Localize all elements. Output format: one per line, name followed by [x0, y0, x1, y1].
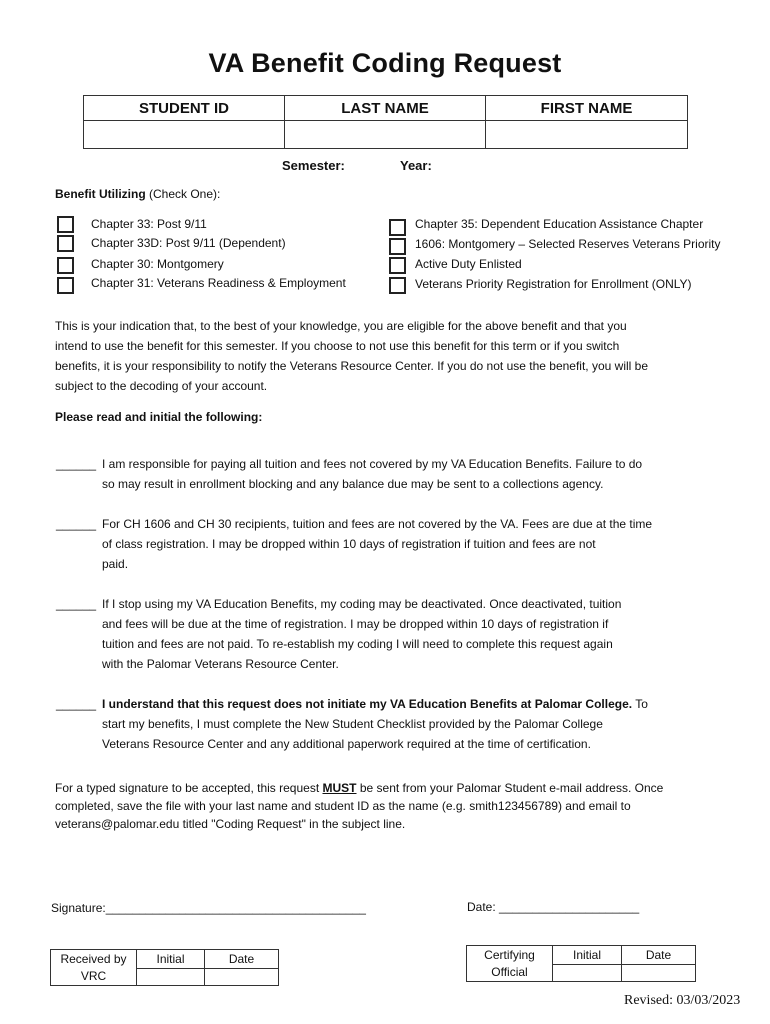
typed-signature-paragraph: [55, 779, 663, 833]
received-line: Received by: [60, 951, 127, 966]
indication-line: benefits, it is your responsibility to notify the Veterans Resource Center. If you do not use the benefit, you will be: [55, 359, 648, 373]
last-name-header: LAST NAME: [285, 96, 486, 121]
initial-blank-3[interactable]: ______: [56, 597, 97, 611]
active-duty-label: Active Duty Enlisted: [415, 257, 522, 271]
typed-sig-post: be sent from your Palomar Student e-mail address. Once: [356, 781, 664, 795]
student-id-header: STUDENT ID: [84, 96, 285, 121]
typed-sig-pre: For a typed signature to be accepted, this request: [55, 781, 323, 795]
vrc-initial-header: Initial: [137, 950, 205, 969]
received-by-cell: [51, 950, 137, 986]
semester-field[interactable]: [344, 154, 394, 172]
chapter-31-label: Chapter 31: Veterans Readiness & Employment: [91, 276, 346, 290]
revised-date: Revised: 03/03/2023: [624, 993, 741, 1008]
statement-3: [102, 594, 621, 674]
statement-line: paid.: [102, 557, 129, 571]
chapter-33-checkbox[interactable]: [57, 216, 74, 233]
first-name-field[interactable]: [486, 121, 688, 149]
cert-initial-field[interactable]: [553, 965, 622, 982]
last-name-field[interactable]: [285, 121, 486, 149]
typed-sig-must: MUST: [322, 781, 357, 795]
indication-line: subject to the decoding of your account.: [55, 379, 268, 393]
cert-date-header: Date: [622, 946, 696, 965]
vrc-date-header: Date: [205, 950, 279, 969]
chapter-33d-checkbox[interactable]: [57, 235, 74, 252]
benefit-heading: [55, 184, 220, 204]
priority-registration-label: Veterans Priority Registration for Enrollment (ONLY): [415, 277, 692, 291]
benefit-heading-bold: Benefit Utilizing: [55, 187, 146, 201]
cert-line: Certifying: [484, 947, 535, 962]
cert-line: Official: [491, 964, 528, 979]
statement-line: If I stop using my VA Education Benefits, my coding may be deactivated. Once deactivated, tuition: [102, 597, 622, 611]
chapter-1606-checkbox[interactable]: [389, 238, 406, 255]
typed-sig-line: veterans@palomar.edu titled "Coding Request" in the subject line.: [55, 817, 406, 831]
initial-blank-2[interactable]: ______: [56, 517, 97, 531]
initial-heading: Please read and initial the following:: [55, 410, 263, 424]
date-field[interactable]: Date: _____________________: [467, 900, 640, 914]
statement-line: start my benefits, I must complete the New Student Checklist provided by the Palomar College: [102, 717, 603, 731]
statement-4: [102, 694, 648, 754]
chapter-1606-label: 1606: Montgomery – Selected Reserves Veterans Priority: [415, 237, 721, 251]
chapter-33-label: Chapter 33: Post 9/11: [91, 217, 207, 231]
statement-line: so may result in enrollment blocking and any balance due may be sent to a collections agency.: [102, 477, 604, 491]
indication-line: intend to use the benefit for this semester. If you choose to not use this benefit for this term or if you switch: [55, 339, 620, 353]
signature-field[interactable]: Signature:_______________________________________: [51, 901, 366, 915]
chapter-35-checkbox[interactable]: [389, 219, 406, 236]
chapter-35-label: Chapter 35: Dependent Education Assistance Chapter: [415, 217, 704, 231]
statement-bold: I understand that this request does not initiate my VA Education Benefits at Palomar College.: [102, 697, 633, 711]
statement-line: and fees will be due at the time of registration. I may be dropped within 10 days of registration if: [102, 617, 609, 631]
certifying-official-cell: [467, 946, 553, 982]
statement-line: I am responsible for paying all tuition and fees not covered by my VA Education Benefits. Failure to do: [102, 457, 643, 471]
first-name-header: FIRST NAME: [486, 96, 688, 121]
received-by-vrc-box: [50, 949, 279, 986]
indication-line: This is your indication that, to the best of your knowledge, you are eligible for the above benefit and that you: [55, 319, 627, 333]
student-id-field[interactable]: [84, 121, 285, 149]
typed-sig-line: completed, save the file with your last name and student ID as the name (e.g. smith123456789) and email to: [55, 799, 631, 813]
semester-label: Semester:: [282, 158, 345, 173]
vrc-initial-field[interactable]: [137, 969, 205, 986]
statement-after-bold: To: [632, 697, 648, 711]
cert-initial-header: Initial: [553, 946, 622, 965]
year-label: Year:: [400, 158, 432, 173]
chapter-33d-label: Chapter 33D: Post 9/11 (Dependent): [91, 236, 286, 250]
statement-line: Veterans Resource Center and any additional paperwork required at the time of certification.: [102, 737, 591, 751]
received-line: VRC: [80, 968, 107, 983]
indication-paragraph: [55, 316, 648, 396]
initial-blank-1[interactable]: ______: [56, 457, 97, 471]
vrc-date-field[interactable]: [205, 969, 279, 986]
active-duty-checkbox[interactable]: [389, 257, 406, 274]
year-field[interactable]: [438, 154, 498, 172]
certifying-official-box: [466, 945, 696, 982]
statement-1: [102, 454, 642, 494]
page-title: VA Benefit Coding Request: [208, 48, 562, 78]
priority-registration-checkbox[interactable]: [389, 277, 406, 294]
chapter-31-checkbox[interactable]: [57, 277, 74, 294]
statement-line: tuition and fees are not paid. To re-establish my coding I will need to complete this request again: [102, 637, 613, 651]
benefit-heading-rest: (Check One):: [145, 187, 221, 201]
statement-2: [102, 514, 652, 574]
cert-date-field[interactable]: [622, 965, 696, 982]
statement-line: For CH 1606 and CH 30 recipients, tuition and fees are not covered by the VA. Fees are due at the time: [102, 517, 653, 531]
statement-line: of class registration. I may be dropped within 10 days of registration if tuition and fees are not: [102, 537, 596, 551]
student-info-table: [83, 95, 688, 149]
statement-line: with the Palomar Veterans Resource Center.: [102, 657, 339, 671]
chapter-30-checkbox[interactable]: [57, 257, 74, 274]
chapter-30-label: Chapter 30: Montgomery: [91, 257, 224, 271]
initial-blank-4[interactable]: ______: [56, 697, 97, 711]
